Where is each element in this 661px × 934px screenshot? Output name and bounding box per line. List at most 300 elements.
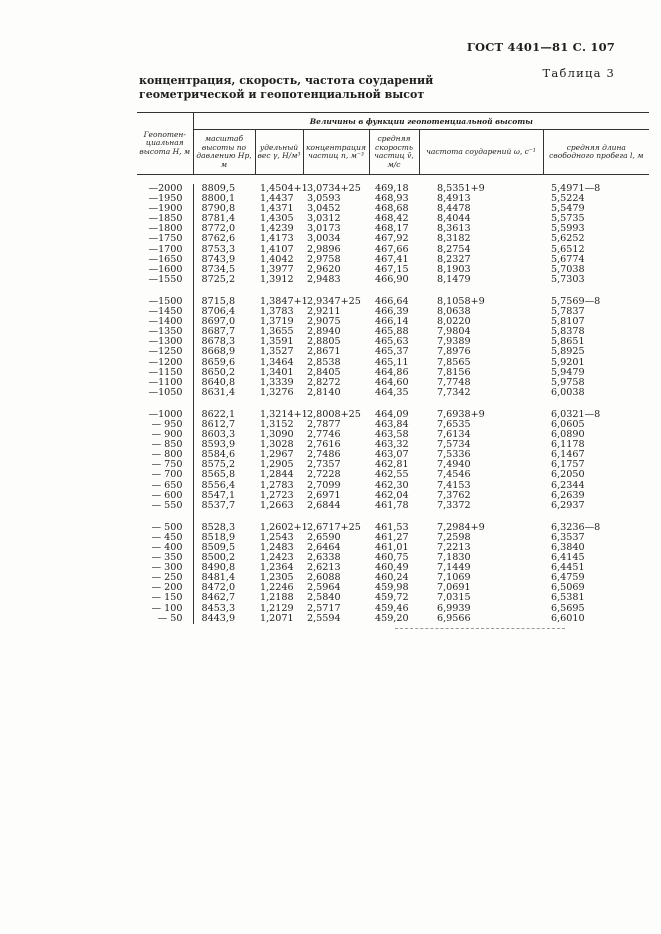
row-collision-frequency-cell: 7,8156 (437, 366, 471, 378)
row-specific-weight-cell: 1,3464 (260, 356, 294, 368)
row-scale-height-cell: 8809,5 (193, 184, 255, 194)
row-mean-speed-cell: 462,30 (375, 479, 409, 491)
row-scale-height-cell: 8518,9 (193, 533, 255, 543)
column-group-header: Величины в функции геопотенциальной высоты (193, 113, 649, 130)
row-collision-frequency-cell: 7,2984+9 (437, 521, 485, 533)
row-mean-free-path-cell: 5,5993 (551, 223, 585, 235)
row-concentration-cell: 3,0593 (307, 193, 341, 205)
row-concentration-cell: 3,0312 (307, 213, 341, 225)
table-row (137, 501, 649, 511)
row-height-cell: —1950 (148, 193, 183, 205)
table-row (137, 614, 649, 624)
row-height-cell: —2000 (148, 183, 183, 194)
row-specific-weight-cell: 1,2364 (260, 562, 294, 574)
row-collision-frequency-cell: 8,2327 (437, 253, 471, 265)
row-mean-free-path-cell: 5,9758 (551, 376, 585, 388)
row-collision-frequency-cell: 8,5351+9 (437, 183, 485, 194)
row-scale-height-cell: 8547,1 (193, 491, 255, 501)
row-concentration-cell: 3,0034 (307, 233, 341, 245)
row-mean-free-path-cell: 5,9479 (551, 366, 585, 378)
row-scale-height-cell: 8575,2 (193, 460, 255, 470)
row-collision-frequency-cell: 7,6535 (437, 418, 471, 430)
row-height-cell: — 100 (151, 602, 183, 614)
row-mean-speed-cell: 459,46 (375, 602, 409, 614)
row-mean-speed-cell: 467,66 (375, 243, 409, 255)
row-mean-speed-cell: 465,63 (375, 336, 409, 348)
row-specific-weight-cell: 1,2483 (260, 542, 294, 553)
row-specific-weight-cell: 1,2663 (260, 499, 294, 511)
row-mean-free-path-cell: 5,6512 (551, 243, 585, 255)
column-header-pressure-scale-height: масштаб высоты по давлению Hр, м (193, 130, 255, 175)
row-concentration-cell: 2,7357 (307, 459, 341, 471)
row-collision-frequency-cell: 7,0315 (437, 592, 471, 604)
row-specific-weight-cell: 1,4371 (260, 203, 294, 215)
row-height-cell: —1850 (148, 213, 183, 225)
row-height-cell: — 200 (151, 582, 183, 594)
row-scale-height-cell: 8762,6 (193, 234, 255, 244)
row-mean-free-path-cell: 5,4971—8 (551, 183, 601, 194)
column-header-collision-frequency: частота соударений ω, с⁻¹ (419, 130, 543, 175)
row-specific-weight-cell: 1,4042 (260, 253, 294, 265)
row-mean-speed-cell: 461,53 (375, 521, 409, 533)
row-mean-speed-cell: 468,17 (375, 223, 409, 235)
row-mean-free-path-cell: 6,0321—8 (551, 408, 601, 420)
row-height-cell: —1350 (148, 326, 183, 338)
row-specific-weight-cell: 1,3719 (260, 316, 294, 328)
spacer-cell (419, 511, 543, 523)
row-mean-speed-cell: 462,55 (375, 469, 409, 481)
row-mean-speed-cell: 467,41 (375, 253, 409, 265)
row-scale-height-cell: 8490,8 (193, 563, 255, 573)
row-collision-frequency-cell: 7,3762 (437, 489, 471, 501)
row-scale-height-cell: 8584,6 (193, 450, 255, 460)
row-mean-free-path-cell: 5,5479 (551, 203, 585, 215)
column-header-height: Геопотен-циальная высота H, м (137, 113, 193, 175)
row-height-cell: —1000 (148, 408, 183, 420)
row-collision-frequency-cell: 8,0220 (437, 316, 471, 328)
row-mean-speed-cell: 466,39 (375, 306, 409, 318)
row-concentration-cell: 3,0452 (307, 203, 341, 215)
table-row (137, 388, 649, 398)
column-header-specific-weight: удельный вес γ, Н/м³ (255, 130, 303, 175)
row-specific-weight-cell: 1,3655 (260, 326, 294, 338)
row-specific-weight-cell: 1,3401 (260, 366, 294, 378)
row-height-cell: —1100 (148, 376, 183, 388)
row-specific-weight-cell: 1,3028 (260, 439, 294, 451)
row-mean-free-path-cell: 5,6252 (551, 233, 585, 245)
row-concentration-cell: 2,8538 (307, 356, 341, 368)
row-collision-frequency-cell: 7,4153 (437, 479, 471, 491)
row-scale-height-cell: 8659,6 (193, 358, 255, 368)
row-concentration-cell: 2,9211 (307, 306, 341, 318)
row-concentration-cell: 2,6590 (307, 531, 341, 543)
row-mean-speed-cell: 465,37 (375, 346, 409, 358)
row-specific-weight-cell: 1,3783 (260, 306, 294, 318)
row-mean-speed-cell: 464,35 (375, 386, 409, 398)
row-scale-height-cell: 8472,0 (193, 583, 255, 593)
row-height-cell: —1400 (148, 316, 183, 328)
row-concentration-cell: 2,7486 (307, 449, 341, 461)
row-mean-speed-cell: 462,04 (375, 489, 409, 501)
row-concentration-cell: 2,8405 (307, 366, 341, 378)
row-height-cell: — 350 (151, 552, 183, 564)
row-mean-free-path-cell: 5,8378 (551, 326, 585, 338)
row-scale-height-cell: 8622,1 (193, 410, 255, 420)
row-height-cell: —1800 (148, 223, 183, 235)
block-spacer (137, 511, 649, 523)
row-concentration-cell: 2,9896 (307, 243, 341, 255)
row-concentration-cell: 2,9758 (307, 253, 341, 265)
row-scale-height-cell: 8603,3 (193, 430, 255, 440)
table-header (137, 112, 649, 175)
row-mean-free-path-cell: 5,7837 (551, 306, 585, 318)
row-height-cell: — 150 (151, 592, 183, 604)
row-collision-frequency-cell: 8,0638 (437, 306, 471, 318)
row-height-cell: — 500 (151, 521, 183, 533)
row-collision-frequency-cell: 7,4940 (437, 459, 471, 471)
row-scale-height-cell: 8453,3 (193, 604, 255, 614)
row-mean-free-path-cell: 5,5224 (551, 193, 585, 205)
row-mean-speed-cell: 467,92 (375, 233, 409, 245)
spacer-cell (369, 511, 419, 523)
row-mean-speed-cell: 462,81 (375, 459, 409, 471)
row-collision-frequency-cell: 8,1058+9 (437, 295, 485, 307)
row-mean-free-path-cell: 5,8651 (551, 336, 585, 348)
spacer-cell (303, 511, 369, 523)
row-specific-weight-cell: 1,3152 (260, 418, 294, 430)
row-height-cell: —1500 (148, 295, 183, 307)
row-specific-weight-cell: 1,2188 (260, 592, 294, 604)
row-collision-frequency-cell: 7,9389 (437, 336, 471, 348)
row-concentration-cell: 2,7228 (307, 469, 341, 481)
row-concentration-cell: 2,8272 (307, 376, 341, 388)
row-height-cell: — 400 (151, 542, 183, 553)
row-mean-free-path-cell: 6,3840 (551, 542, 585, 553)
table-row (137, 347, 649, 357)
row-specific-weight-cell: 1,2967 (260, 449, 294, 461)
row-mean-speed-cell: 460,24 (375, 572, 409, 584)
row-specific-weight-cell: 1,4504+1 (260, 183, 308, 194)
row-concentration-cell: 2,6338 (307, 552, 341, 564)
row-mean-speed-cell: 466,90 (375, 273, 409, 285)
spacer-cell (193, 511, 255, 523)
row-mean-free-path-cell: 6,0038 (551, 386, 585, 398)
row-height-cell: — 850 (151, 439, 183, 451)
row-scale-height-cell: 8537,7 (193, 501, 255, 511)
row-specific-weight-cell: 1,2071 (260, 612, 294, 624)
row-scale-height-cell: 8697,0 (193, 317, 255, 327)
row-specific-weight-cell: 1,2783 (260, 479, 294, 491)
row-height-cell: —1550 (148, 273, 183, 285)
row-mean-free-path-cell: 5,6774 (551, 253, 585, 265)
row-concentration-cell: 2,7099 (307, 479, 341, 491)
row-concentration-cell: 2,6844 (307, 499, 341, 511)
row-scale-height-cell: 8481,4 (193, 573, 255, 583)
table-body (137, 184, 650, 624)
row-mean-speed-cell: 463,84 (375, 418, 409, 430)
row-specific-weight-cell: 1,3847+1 (260, 295, 308, 307)
row-specific-weight-cell: 1,2602+1 (260, 521, 308, 533)
row-mean-speed-cell: 468,42 (375, 213, 409, 225)
row-mean-free-path-cell: 6,0890 (551, 429, 585, 441)
row-specific-weight-cell: 1,3912 (260, 273, 294, 285)
row-height-cell: —1200 (148, 356, 183, 368)
row-concentration-cell: 2,5717 (307, 602, 341, 614)
row-specific-weight-cell: 1,4239 (260, 223, 294, 235)
row-mean-free-path-cell: 5,7569—8 (551, 295, 601, 307)
row-specific-weight-cell: 1,4107 (260, 243, 294, 255)
row-collision-frequency-cell: 7,1449 (437, 562, 471, 574)
row-specific-weight-cell: 1,2305 (260, 572, 294, 584)
row-concentration-cell: 2,6213 (307, 562, 341, 574)
row-mean-speed-cell: 463,58 (375, 429, 409, 441)
row-mean-free-path-cell: 6,5069 (551, 582, 585, 594)
row-collision-frequency-cell: 7,3372 (437, 499, 471, 511)
page-bottom-rule (395, 628, 565, 629)
row-mean-speed-cell: 461,01 (375, 542, 409, 553)
caption-line-2: геометрической и геопотенциальной высот (139, 88, 425, 101)
row-collision-frequency-cell: 8,4478 (437, 203, 471, 215)
row-concentration-cell: 2,7616 (307, 439, 341, 451)
row-height-cell: —1650 (148, 253, 183, 265)
row-scale-height-cell: 8556,4 (193, 481, 255, 491)
row-scale-height-cell: 8678,3 (193, 337, 255, 347)
row-concentration-cell: 2,8805 (307, 336, 341, 348)
row-specific-weight-cell: 1,2844 (260, 469, 294, 481)
row-mean-speed-cell: 460,49 (375, 562, 409, 574)
row-mean-free-path-cell: 6,5695 (551, 602, 585, 614)
row-height-cell: — 50 (157, 612, 183, 624)
row-mean-speed-cell: 465,11 (375, 356, 409, 368)
row-mean-free-path-cell: 6,1757 (551, 459, 585, 471)
row-mean-free-path-cell: 6,1467 (551, 449, 585, 461)
row-height-cell: —1150 (148, 366, 183, 378)
row-collision-frequency-cell: 8,4913 (437, 193, 471, 205)
row-concentration-cell: 2,8008+25 (307, 408, 361, 420)
row-concentration-cell: 2,8940 (307, 326, 341, 338)
row-mean-free-path-cell: 5,8107 (551, 316, 585, 328)
row-concentration-cell: 2,9075 (307, 316, 341, 328)
row-mean-speed-cell: 461,78 (375, 499, 409, 511)
row-mean-free-path-cell: 5,7303 (551, 273, 585, 285)
column-header-mean-free-path: средняя длина свободного пробега l, м (543, 130, 649, 175)
row-scale-height-cell: 8462,7 (193, 593, 255, 603)
table-caption (139, 74, 433, 102)
spacer-cell (255, 511, 303, 523)
table-number-label: Таблица 3 (542, 66, 615, 80)
row-concentration-cell: 2,9620 (307, 263, 341, 275)
row-concentration-cell: 2,7877 (307, 418, 341, 430)
row-scale-height-cell: 8640,8 (193, 378, 255, 388)
row-mean-free-path-cell: 5,8925 (551, 346, 585, 358)
row-mean-free-path-cell: 6,2937 (551, 499, 585, 511)
row-height-cell: — 300 (151, 562, 183, 574)
row-height-cell: — 800 (151, 449, 183, 461)
row-mean-free-path-cell: 6,4145 (551, 552, 585, 564)
row-scale-height-cell: 8650,2 (193, 368, 255, 378)
row-mean-free-path-cell: 6,2344 (551, 479, 585, 491)
row-collision-frequency-cell: 8,3613 (437, 223, 471, 235)
row-concentration-cell: 2,5964 (307, 582, 341, 594)
row-collision-frequency-cell: 8,4044 (437, 213, 471, 225)
row-mean-speed-cell: 469,18 (375, 183, 409, 194)
row-scale-height-cell: 8725,2 (193, 275, 255, 285)
row-scale-height-cell: 8790,8 (193, 204, 255, 214)
row-collision-frequency-cell: 7,8565 (437, 356, 471, 368)
row-mean-free-path-cell: 5,5735 (551, 213, 585, 225)
row-height-cell: — 550 (151, 499, 183, 511)
row-concentration-cell: 2,5594 (307, 612, 341, 624)
row-mean-free-path-cell: 6,3537 (551, 531, 585, 543)
row-collision-frequency-cell: 7,1069 (437, 572, 471, 584)
row-mean-speed-cell: 460,75 (375, 552, 409, 564)
row-scale-height-cell: 8743,9 (193, 255, 255, 265)
row-mean-speed-cell: 464,60 (375, 376, 409, 388)
row-mean-free-path-cell: 6,2050 (551, 469, 585, 481)
row-mean-speed-cell: 468,93 (375, 193, 409, 205)
spacer-cell (543, 511, 649, 523)
row-height-cell: —1050 (148, 386, 183, 398)
column-header-mean-particle-speed: средняя скорость частиц v̄, м/с (369, 130, 419, 175)
row-height-cell: — 750 (151, 459, 183, 471)
row-mean-free-path-cell: 5,7038 (551, 263, 585, 275)
table-row (137, 275, 649, 285)
row-collision-frequency-cell: 7,7748 (437, 376, 471, 388)
row-specific-weight-cell: 1,3977 (260, 263, 294, 275)
row-concentration-cell: 2,9483 (307, 273, 341, 285)
row-scale-height-cell: 8772,0 (193, 224, 255, 234)
row-specific-weight-cell: 1,2246 (260, 582, 294, 594)
row-collision-frequency-cell: 7,7342 (437, 386, 471, 398)
row-scale-height-cell: 8631,4 (193, 388, 255, 398)
row-mean-speed-cell: 459,72 (375, 592, 409, 604)
row-scale-height-cell: 8500,2 (193, 553, 255, 563)
row-concentration-cell: 2,8671 (307, 346, 341, 358)
row-collision-frequency-cell: 7,1830 (437, 552, 471, 564)
row-height-cell: — 700 (151, 469, 183, 481)
row-height-cell: — 950 (151, 418, 183, 430)
row-specific-weight-cell: 1,4173 (260, 233, 294, 245)
row-mean-free-path-cell: 5,9201 (551, 356, 585, 368)
row-concentration-cell: 2,6088 (307, 572, 341, 584)
row-collision-frequency-cell: 7,8976 (437, 346, 471, 358)
row-collision-frequency-cell: 7,6938+9 (437, 408, 485, 420)
data-table (137, 112, 649, 639)
row-concentration-cell: 2,6971 (307, 489, 341, 501)
row-height-cell: —1900 (148, 203, 183, 215)
row-concentration-cell: 2,9347+25 (307, 295, 361, 307)
row-specific-weight-cell: 1,2905 (260, 459, 294, 471)
row-collision-frequency-cell: 8,1903 (437, 263, 471, 275)
row-mean-speed-cell: 459,20 (375, 612, 409, 624)
spacer-cell (137, 511, 193, 523)
row-mean-free-path-cell: 6,6010 (551, 612, 585, 624)
row-height-cell: — 900 (151, 429, 183, 441)
row-collision-frequency-cell: 7,5336 (437, 449, 471, 461)
row-specific-weight-cell: 1,3527 (260, 346, 294, 358)
row-specific-weight-cell: 1,3090 (260, 429, 294, 441)
row-specific-weight-cell: 1,2423 (260, 552, 294, 564)
row-concentration-cell: 3,0734+25 (307, 183, 361, 194)
row-mean-free-path-cell: 6,1178 (551, 439, 585, 451)
page-header-doc-code: ГОСТ 4401—81 С. 107 (466, 40, 615, 54)
row-concentration-cell: 2,6717+25 (307, 521, 361, 533)
row-concentration-cell: 2,6464 (307, 542, 341, 553)
row-specific-weight-cell: 1,3339 (260, 376, 294, 388)
row-collision-frequency-cell: 6,9939 (437, 602, 471, 614)
row-height-cell: —1600 (148, 263, 183, 275)
row-mean-free-path-cell: 6,4451 (551, 562, 585, 574)
row-specific-weight-cell: 1,2129 (260, 602, 294, 614)
column-header-particle-concentration: концентрация частиц n, м⁻³ (303, 130, 369, 175)
row-scale-height-cell: 8734,5 (193, 265, 255, 275)
row-height-cell: —1750 (148, 233, 183, 245)
row-scale-height-cell: 8687,7 (193, 327, 255, 337)
row-mean-speed-cell: 463,07 (375, 449, 409, 461)
row-height-cell: —1300 (148, 336, 183, 348)
row-mean-speed-cell: 466,14 (375, 316, 409, 328)
row-specific-weight-cell: 1,3276 (260, 386, 294, 398)
row-specific-weight-cell: 1,4305 (260, 213, 294, 225)
row-mean-free-path-cell: 6,3236—8 (551, 521, 601, 533)
row-concentration-cell: 2,5840 (307, 592, 341, 604)
row-mean-speed-cell: 463,32 (375, 439, 409, 451)
row-specific-weight-cell: 1,3214+1 (260, 408, 308, 420)
row-collision-frequency-cell: 7,9804 (437, 326, 471, 338)
row-mean-speed-cell: 466,64 (375, 295, 409, 307)
row-mean-speed-cell: 468,68 (375, 203, 409, 215)
row-collision-frequency-cell: 7,6134 (437, 429, 471, 441)
row-height-cell: — 600 (151, 489, 183, 501)
row-specific-weight-cell: 1,3591 (260, 336, 294, 348)
row-mean-speed-cell: 464,86 (375, 366, 409, 378)
row-specific-weight-cell: 1,2543 (260, 531, 294, 543)
row-mean-free-path-cell: 6,2639 (551, 489, 585, 501)
row-scale-height-cell: 8800,1 (193, 194, 255, 204)
row-mean-speed-cell: 459,98 (375, 582, 409, 594)
row-scale-height-cell: 8528,3 (193, 523, 255, 533)
row-mean-free-path-cell: 6,0605 (551, 418, 585, 430)
row-concentration-cell: 2,7746 (307, 429, 341, 441)
row-height-cell: —1450 (148, 306, 183, 318)
row-scale-height-cell: 8715,8 (193, 297, 255, 307)
row-collision-frequency-cell: 7,2598 (437, 531, 471, 543)
row-height-cell: —1700 (148, 243, 183, 255)
row-collision-frequency-cell: 8,2754 (437, 243, 471, 255)
row-concentration-cell: 3,0173 (307, 223, 341, 235)
row-scale-height-cell: 8565,8 (193, 470, 255, 480)
row-mean-free-path-cell: 6,5381 (551, 592, 585, 604)
row-collision-frequency-cell: 7,0691 (437, 582, 471, 594)
row-concentration-cell: 2,8140 (307, 386, 341, 398)
row-scale-height-cell: 8753,3 (193, 245, 255, 255)
row-scale-height-cell: 8612,7 (193, 420, 255, 430)
row-height-cell: — 250 (151, 572, 183, 584)
row-scale-height-cell: 8509,5 (193, 543, 255, 553)
row-scale-height-cell: 8781,4 (193, 214, 255, 224)
row-collision-frequency-cell: 8,3182 (437, 233, 471, 245)
row-mean-speed-cell: 464,09 (375, 408, 409, 420)
row-height-cell: —1250 (148, 346, 183, 358)
row-mean-speed-cell: 465,88 (375, 326, 409, 338)
row-collision-frequency-cell: 7,5734 (437, 439, 471, 451)
row-scale-height-cell: 8593,9 (193, 440, 255, 450)
row-mean-speed-cell: 467,15 (375, 263, 409, 275)
row-collision-frequency-cell: 6,9566 (437, 612, 471, 624)
row-mean-free-path-cell: 6,4759 (551, 572, 585, 584)
row-height-cell: — 650 (151, 479, 183, 491)
row-specific-weight-cell: 1,2723 (260, 489, 294, 501)
